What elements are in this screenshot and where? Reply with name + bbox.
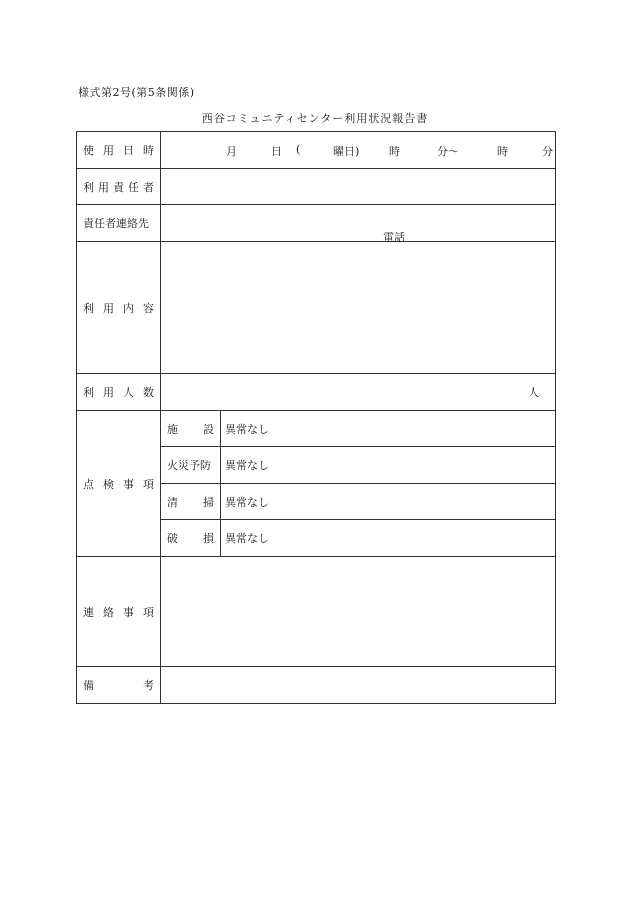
dt-month: 月 xyxy=(226,145,237,158)
dt-day: 日 xyxy=(271,145,282,158)
dt-hour-start: 時 xyxy=(389,145,400,158)
row-people xyxy=(77,374,556,411)
label-responsible: 利用責任者 xyxy=(77,169,161,205)
dt-minute-end: 分 xyxy=(542,145,553,158)
row-inspection-facility xyxy=(77,411,556,447)
dt-hour-end: 時 xyxy=(497,145,508,158)
responsible-field[interactable] xyxy=(161,169,556,205)
row-responsible xyxy=(77,169,556,205)
label-contact: 責任者連絡先 xyxy=(77,205,161,242)
label-people: 利用人数 xyxy=(77,374,161,411)
phone-label: 電話 xyxy=(383,231,405,244)
contact-field[interactable] xyxy=(161,205,556,242)
sublabel-cleaning: 清掃 xyxy=(161,484,221,520)
label-notes: 連絡事項 xyxy=(77,557,161,667)
sublabel-fire-prevention: 火災予防 xyxy=(161,447,221,484)
row-notes xyxy=(77,557,556,667)
sublabel-damage: 破損 xyxy=(161,520,221,557)
label-content: 利用内容 xyxy=(77,242,161,374)
people-field[interactable] xyxy=(161,374,556,411)
row-datetime xyxy=(77,132,556,169)
dt-paren-open: ( xyxy=(296,143,301,156)
label-datetime: 使用日時 xyxy=(77,132,161,169)
inspection-value-facility[interactable]: 異常なし xyxy=(221,411,556,447)
row-contact xyxy=(77,205,556,242)
people-unit: 人 xyxy=(528,386,539,399)
inspection-value-damage[interactable]: 異常なし xyxy=(221,520,556,557)
datetime-field[interactable] xyxy=(161,132,556,169)
report-table xyxy=(76,131,556,704)
dt-minute-start: 分～ xyxy=(437,145,459,158)
inspection-value-cleaning[interactable]: 異常なし xyxy=(221,484,556,520)
row-content xyxy=(77,242,556,374)
content-field[interactable] xyxy=(161,242,556,374)
form-number: 様式第2号(第5条関係) xyxy=(78,86,195,99)
remarks-field[interactable] xyxy=(161,667,556,704)
sublabel-facility: 施設 xyxy=(161,411,221,447)
dt-weekday: 曜日) xyxy=(333,145,360,158)
row-remarks xyxy=(77,667,556,704)
page-title: 西谷コミュニティセンター利用状況報告書 xyxy=(201,112,429,125)
label-remarks: 備考 xyxy=(77,667,161,704)
inspection-value-fire-prevention[interactable]: 異常なし xyxy=(221,447,556,484)
notes-field[interactable] xyxy=(161,557,556,667)
label-inspection: 点検事項 xyxy=(77,411,161,557)
